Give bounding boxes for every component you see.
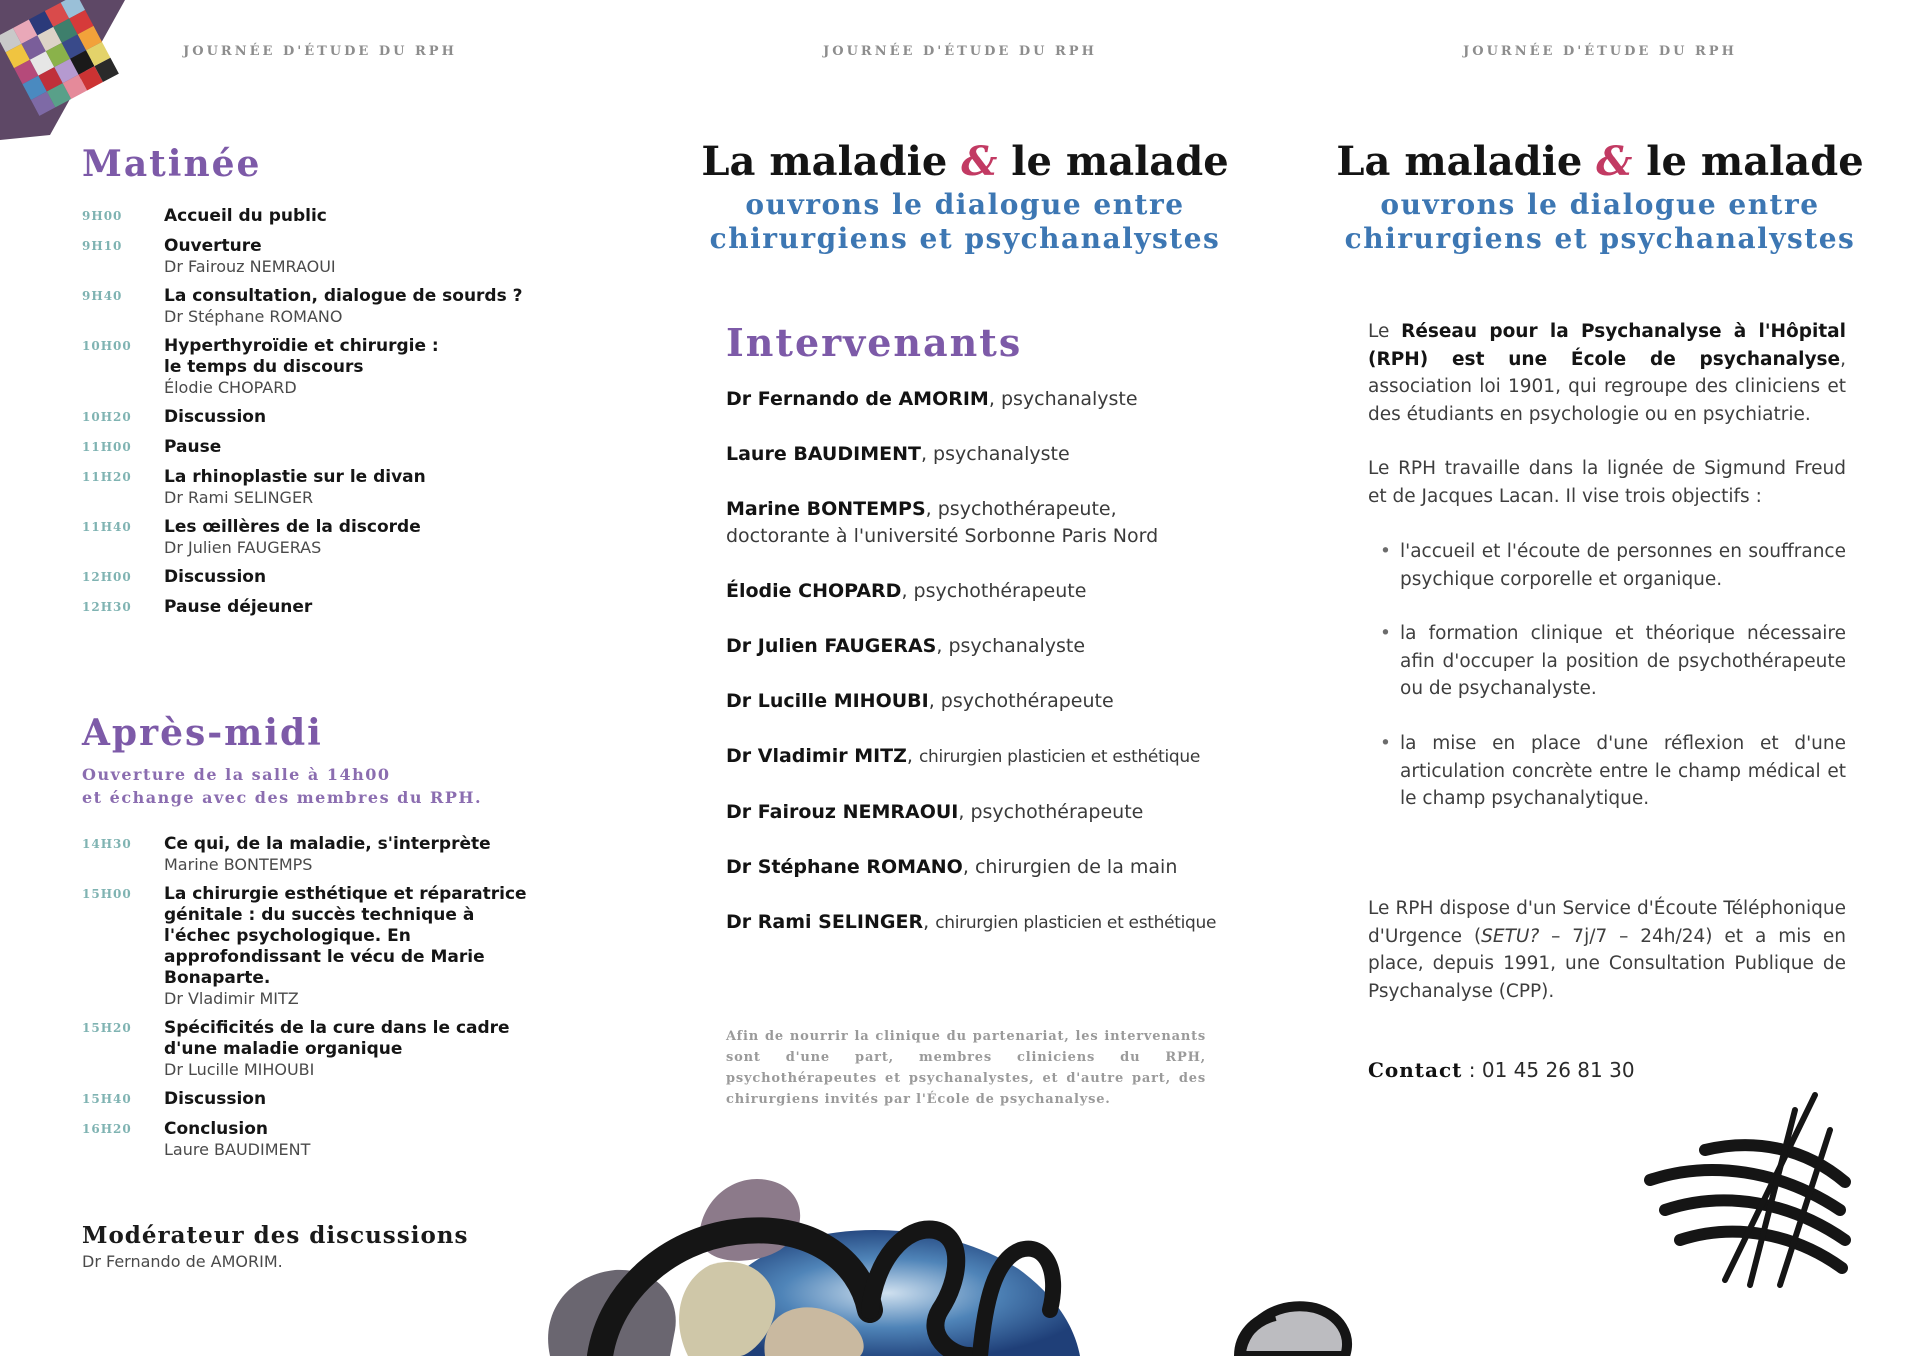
intervenants-title: Intervenants	[726, 320, 1023, 365]
session-title: Discussion	[164, 1089, 267, 1109]
schedule-row	[82, 437, 552, 458]
speaker-role: psychanalyste	[948, 635, 1086, 657]
speaker-role: chirurgien plasticien et esthétique	[919, 747, 1201, 767]
time: 12H00	[82, 570, 132, 584]
session-speaker: Dr Fairouz NEMRAOUI	[164, 257, 336, 276]
schedule-row	[82, 467, 552, 508]
speaker-item: Dr Vladimir MITZ, chirurgien plasticien et esthétique	[726, 745, 1201, 767]
speaker-name: Dr Lucille MIHOUBI	[726, 690, 929, 712]
about-org-name: Réseau pour la Psychanalyse à l'Hôpital (RPH) est une École de psychanalyse	[1368, 321, 1846, 370]
speaker-item: Dr Lucille MIHOUBI, psychothérapeute	[726, 690, 1114, 712]
time: 16H20	[82, 1122, 132, 1136]
schedule-row	[82, 1018, 552, 1080]
speaker-role: psychanalyste	[1000, 388, 1138, 410]
session-speaker: Dr Vladimir MITZ	[164, 989, 299, 1008]
speaker-item: Élodie CHOPARD, psychothérapeute	[726, 580, 1087, 602]
time: 10H20	[82, 410, 132, 424]
session-title: Hyperthyroïdie et chirurgie : le temps du discours	[164, 336, 439, 377]
time: 11H00	[82, 440, 132, 454]
session-speaker: Dr Stéphane ROMANO	[164, 307, 343, 326]
speaker-name: Dr Fairouz NEMRAOUI	[726, 801, 959, 823]
crosshatch-artwork	[1630, 1090, 1870, 1290]
session-title: Discussion	[164, 567, 267, 587]
objective-item	[1380, 538, 1846, 593]
schedule-row	[82, 286, 552, 327]
about-paragraph-3	[1368, 895, 1846, 1005]
speaker-name: Élodie CHOPARD	[726, 580, 902, 602]
speaker-item: Dr Stéphane ROMANO, chirurgien de la main	[726, 856, 1178, 878]
moderator-title: Modérateur des discussions	[82, 1222, 469, 1249]
speaker-role: psychothérapeute,	[937, 498, 1117, 520]
about-text: Le RPH dispose d'un Service d'Écoute Téléphonique d'Urgence (	[1368, 898, 1846, 947]
running-head: JOURNÉE D'ÉTUDE DU RPH	[183, 44, 457, 59]
objective-item	[1380, 620, 1846, 703]
about-paragraph-2: Le RPH travaille dans la lignée de Sigmund Freud et de Jacques Lacan. Il vise trois objectifs :	[1368, 458, 1846, 507]
bullet-icon: •	[1380, 541, 1391, 562]
schedule-row	[82, 236, 552, 277]
about-paragraph-1	[1368, 318, 1846, 428]
schedule-row	[82, 517, 552, 558]
session-title: Les œillères de la discorde	[164, 517, 421, 537]
speaker-role: psychothérapeute	[970, 801, 1144, 823]
speaker-item: Dr Rami SELINGER, chirurgien plasticien et esthétique	[726, 911, 1217, 933]
contact-phone: : 01 45 26 81 30	[1462, 1058, 1635, 1082]
time: 9H00	[82, 209, 123, 223]
time: 15H20	[82, 1021, 132, 1035]
speaker-name: Dr Vladimir MITZ	[726, 745, 907, 767]
session-title: Ouverture	[164, 236, 262, 256]
main-subtitle-line2: chirurgiens et psychanalystes	[1344, 222, 1856, 255]
speaker-role: psychanalyste	[933, 443, 1070, 465]
main-subtitle-line1: ouvrons le dialogue entre	[745, 188, 1185, 221]
main-title-part1: La maladie	[701, 138, 948, 185]
main-subtitle-line2: chirurgiens et psychanalystes	[709, 222, 1221, 255]
time: 9H10	[82, 239, 123, 253]
bullet-icon: •	[1380, 623, 1391, 644]
bullet-icon: •	[1380, 733, 1391, 754]
program-panel	[0, 0, 640, 1356]
time: 12H30	[82, 600, 132, 614]
session-title: Discussion	[164, 407, 267, 427]
time: 11H40	[82, 520, 132, 534]
main-title-part2: le malade	[1646, 138, 1864, 185]
speakers-panel	[640, 0, 1280, 1356]
session-title: Pause	[164, 437, 222, 457]
schedule-row	[82, 597, 552, 618]
running-head: JOURNÉE D'ÉTUDE DU RPH	[823, 44, 1097, 59]
setu-acronym: SETU?	[1481, 925, 1540, 947]
time: 11H20	[82, 470, 132, 484]
time: 9H40	[82, 289, 123, 303]
session-speaker: Marine BONTEMPS	[164, 855, 313, 874]
matinee-title: Matinée	[82, 143, 262, 185]
speaker-name: Dr Julien FAUGERAS	[726, 635, 937, 657]
about-le: Le	[1368, 321, 1402, 342]
mosaic-artwork	[0, 0, 140, 140]
speaker-role-detail: doctorante à l'université Sorbonne Paris Nord	[726, 525, 1159, 547]
speaker-item: Dr Fernando de AMORIM, psychanalyste	[726, 388, 1138, 410]
objective-text: la mise en place d'une réflexion et d'une articulation concrète entre le champ médical et le champ psychanalytique.	[1400, 733, 1846, 809]
speaker-name: Dr Rami SELINGER	[726, 911, 924, 933]
session-title: La rhinoplastie sur le divan	[164, 467, 426, 487]
main-subtitle-line1: ouvrons le dialogue entre	[1380, 188, 1820, 221]
schedule-row	[82, 336, 552, 398]
session-title: Ce qui, de la maladie, s'interprète	[164, 834, 491, 854]
speaker-role: psychothérapeute	[913, 580, 1087, 602]
main-subtitle	[1280, 188, 1920, 256]
objective-text: l'accueil et l'écoute de personnes en souffrance psychique corporelle et organique.	[1400, 541, 1846, 590]
afternoon-schedule	[82, 834, 552, 1169]
speaker-role: chirurgien plasticien et esthétique	[935, 913, 1217, 933]
contact-line	[1368, 1058, 1635, 1082]
objective-text: la formation clinique et théorique nécessaire afin d'occuper la position de psychothérapeute ou de psychanalyste.	[1400, 623, 1846, 699]
schedule-row	[82, 206, 552, 227]
contact-label: Contact	[1368, 1058, 1463, 1082]
speaker-role: chirurgien de la main	[974, 856, 1178, 878]
main-title	[640, 138, 1290, 185]
main-title-part2: le malade	[1011, 138, 1229, 185]
schedule-row	[82, 1119, 552, 1160]
apresmidi-subtitle-1: Ouverture de la salle à 14h00	[82, 765, 391, 784]
speaker-name: Marine BONTEMPS	[726, 498, 926, 520]
session-title: Spécificités de la cure dans le cadre d'une maladie organique	[164, 1018, 510, 1059]
speaker-item: Laure BAUDIMENT, psychanalyste	[726, 443, 1070, 465]
schedule-row	[82, 407, 552, 428]
running-head: JOURNÉE D'ÉTUDE DU RPH	[1463, 44, 1737, 59]
time: 15H40	[82, 1092, 132, 1106]
apresmidi-subtitle-2: et échange avec des membres du RPH.	[82, 788, 483, 807]
about-text: , association loi 1901, qui regroupe des cliniciens et des étudiants en psychologie ou en psychiatrie.	[1368, 348, 1846, 425]
schedule-row	[82, 1089, 552, 1110]
session-title: Conclusion	[164, 1119, 268, 1139]
partnership-note: Afin de nourrir la clinique du partenariat, les intervenants sont d'une part, membres cliniciens du RPH, psychothérapeutes et psychanalystes, et d'autre part, des chirurgiens invités par l'École de psychanalyse.	[726, 1029, 1206, 1107]
speaker-list	[726, 386, 1226, 965]
moderator-name: Dr Fernando de AMORIM.	[82, 1252, 283, 1271]
session-title: La chirurgie esthétique et réparatrice génitale : du succès technique à l'échec psychologique. En approfondissant le vécu de Marie Bonaparte.	[164, 884, 527, 988]
morning-schedule	[82, 206, 552, 627]
session-title: Accueil du public	[164, 206, 327, 226]
main-title	[1280, 138, 1920, 185]
session-speaker: Dr Lucille MIHOUBI	[164, 1060, 315, 1079]
about-panel	[1280, 0, 1920, 1356]
session-speaker: Dr Rami SELINGER	[164, 488, 314, 507]
session-speaker: Dr Julien FAUGERAS	[164, 538, 322, 557]
session-speaker: Laure BAUDIMENT	[164, 1140, 311, 1159]
schedule-row	[82, 567, 552, 588]
speaker-role: psychothérapeute	[940, 690, 1114, 712]
time: 10H00	[82, 339, 132, 353]
session-speaker: Élodie CHOPARD	[164, 378, 297, 397]
objective-item	[1380, 730, 1846, 813]
about-text: – 7j/7 – 24h/24) et a mis en place, depuis 1991, une Consultation Publique de Psychanalyse (CPP).	[1368, 925, 1846, 1002]
abstract-artwork	[540, 1170, 1400, 1356]
session-title: La consultation, dialogue de sourds ?	[164, 286, 523, 306]
time: 14H30	[82, 837, 132, 851]
time: 15H00	[82, 887, 132, 901]
speaker-item: Dr Julien FAUGERAS, psychanalyste	[726, 635, 1086, 657]
schedule-row	[82, 884, 552, 1009]
main-subtitle	[640, 188, 1290, 256]
speaker-name: Laure BAUDIMENT	[726, 443, 921, 465]
main-title-part1: La maladie	[1336, 138, 1583, 185]
session-title: Pause déjeuner	[164, 597, 313, 617]
speaker-name: Dr Stéphane ROMANO	[726, 856, 963, 878]
ampersand: &	[1596, 138, 1633, 185]
schedule-row	[82, 834, 552, 875]
ampersand: &	[961, 138, 998, 185]
speaker-name: Dr Fernando de AMORIM	[726, 388, 989, 410]
speaker-item: Dr Fairouz NEMRAOUI, psychothérapeute	[726, 801, 1144, 823]
apresmidi-title: Après-midi	[82, 712, 323, 754]
speaker-item: Marine BONTEMPS, psychothérapeute, doctorante à l'université Sorbonne Paris Nord	[726, 498, 1159, 547]
